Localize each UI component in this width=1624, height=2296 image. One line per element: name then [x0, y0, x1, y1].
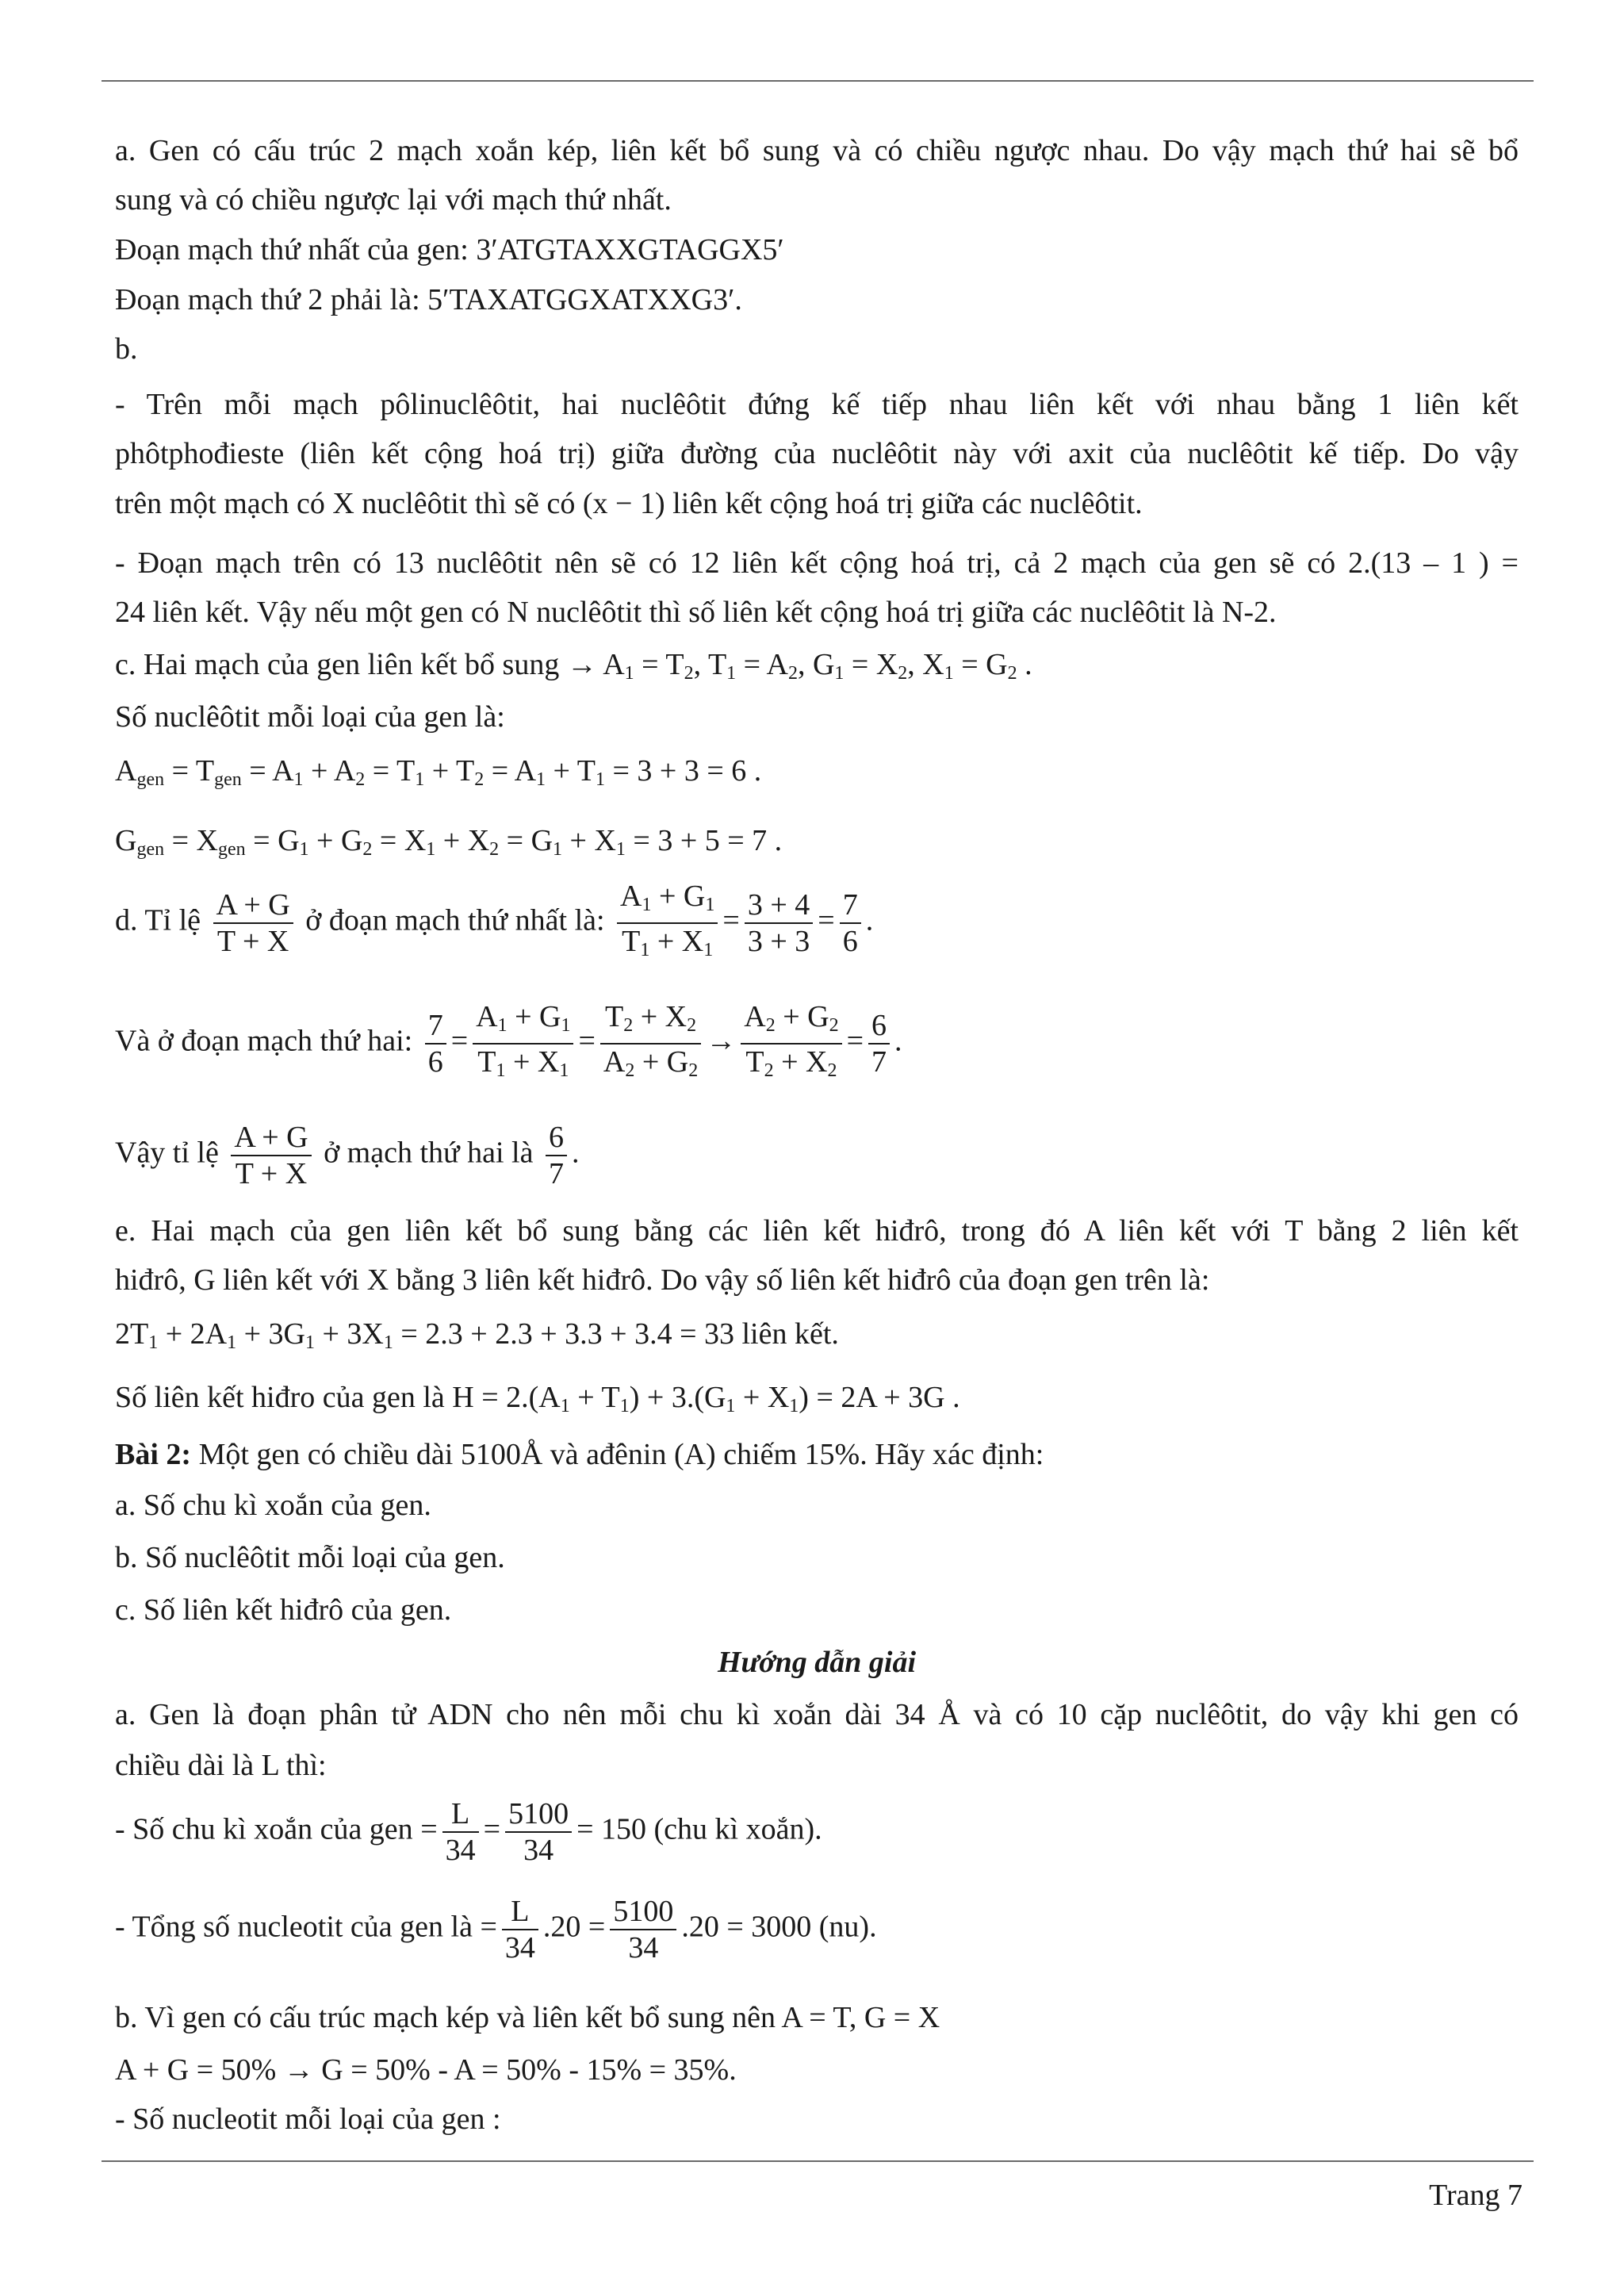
equation: Vậy tỉ lệ $\frac{A + G}{T + X}$ ở mạch thứ hai là $\frac{6}{7}$ .	[115, 1121, 580, 1190]
text-line: Đoạn mạch thứ nhất của gen: 3′ATGTAXXGTAGGX5′	[115, 233, 784, 266]
section-title: Hướng dẫn giải	[717, 1646, 917, 1679]
equation: $G_{gen} = X_{gen} = G_1 + G_2 = X_1 + X_2 = G_1 + X_1 = 3 + 5 = 7$ .	[115, 824, 783, 860]
text-line: e. Hai mạch của gen liên kết bổ sung bằng các liên kết hiđrô, trong đó A liên kết với T bằng 2 liên kết	[115, 1214, 1519, 1248]
equation: $2T_1 + 2A_1 + 3G_1 + 3X_1 = 2.3 + 2.3 + 3.3 + 3.4 = 33$ liên kết.	[115, 1317, 839, 1353]
equation: d. Tỉ lệ $\frac{A + G}{T + X}$ ở đoạn mạch thứ nhất là: $\frac{A_1 + G_1}{T_1 + X_1}$ = $\frac{3 + 4}{3 + 3}$ = $\frac{7}{6}$ .	[115, 880, 874, 960]
text-line: - Trên mỗi mạch pôlinuclêôtit, hai nuclêôtit đứng kế tiếp nhau liên kết với nhau bằng 1 liên kết	[115, 388, 1519, 421]
text-line: a. Gen có cấu trúc 2 mạch xoắn kép, liên kết bổ sung và có chiều ngược nhau. Do vậy mạch thứ hai sẽ bổ	[115, 134, 1519, 167]
text-line: b.	[115, 332, 138, 366]
text-line: phôtphođieste (liên kết cộng hoá trị) giữa đường của nuclêôtit này với axit của nuclêôtit kế tiếp. Do vậy	[115, 437, 1519, 470]
text-line: - Số nucleotit mỗi loại của gen :	[115, 2102, 501, 2136]
list-item: c. Số liên kết hiđrô của gen.	[115, 1593, 452, 1627]
text-line: 24 liên kết. Vậy nếu một gen có N nuclêôtit thì số liên kết cộng hoá trị giữa các nuclêôtit là N-2.	[115, 596, 1277, 629]
equation: $A_{gen} = T_{gen} = A_1 + A_2 = T_1 + T_2 = A_1 + T_1 = 3 + 3 = 6$ .	[115, 754, 762, 790]
equation: - Số chu kì xoắn của gen = $\frac{L}{34}$ = $\frac{5100}{34}$ = 150 (chu kì xoắn).	[115, 1797, 822, 1867]
page-number: Trang 7	[1429, 2179, 1522, 2212]
text-line: Số nuclêôtit mỗi loại của gen là:	[115, 700, 505, 734]
footer-rule	[102, 2160, 1534, 2162]
header-rule	[102, 80, 1534, 82]
text-line: A + G = 50% → G = 50% - A = 50% - 15% = 35%.	[115, 2053, 737, 2087]
text-line: Đoạn mạch thứ 2 phải là: 5′TAXATGGXATXXG3′.	[115, 283, 742, 316]
equation: - Tổng số nucleotit của gen là = $\frac{L}{34}$ .20 = $\frac{5100}{34}$ .20 = 3000 (nu).	[115, 1895, 877, 1964]
list-item: b. Số nuclêôtit mỗi loại của gen.	[115, 1541, 505, 1574]
exercise-heading: Bài 2: Một gen có chiều dài 5100Å và ađênin (A) chiếm 15%. Hãy xác định:	[115, 1438, 1044, 1471]
equation: Và ở đoạn mạch thứ hai: $\frac{7}{6}$ = $\frac{A_1 + G_1}{T_1 + X_1}$ = $\frac{T_2 + X_2}{A_2 + G_2}$ → $\frac{A_2 + G_2}{T_2 + X_2}$ = $\frac{6}{7}$ .	[115, 1000, 902, 1081]
text-line: c. Hai mạch của gen liên kết bổ sung → $A_1 = T_2$, $T_1 = A_2$, $G_1 = X_2$, $X_1 = G_2$ .	[115, 648, 1032, 684]
equation: Số liên kết hiđro của gen là $H = 2.(A_1 + T_1) + 3.(G_1 + X_1) = 2A + 3G$ .	[115, 1381, 960, 1416]
text-line: - Đoạn mạch trên có 13 nuclêôtit nên sẽ có 12 liên kết cộng hoá trị, cả 2 mạch của gen sẽ có 2.(13 – 1 ) =	[115, 546, 1519, 580]
text-line: b. Vì gen có cấu trúc mạch kép và liên kết bổ sung nên A = T, G = X	[115, 2001, 940, 2034]
text-line: sung và có chiều ngược lại với mạch thứ nhất.	[115, 183, 672, 217]
text-line: chiều dài là L thì:	[115, 1749, 327, 1782]
text-line: hiđrô, G liên kết với X bằng 3 liên kết hiđrô. Do vậy số liên kết hiđrô của đoạn gen trên là:	[115, 1263, 1210, 1297]
text-line: a. Gen là đoạn phân tử ADN cho nên mỗi chu kì xoắn dài 34 Å và có 10 cặp nuclêôtit, do vậy khi gen có	[115, 1698, 1519, 1731]
text-line: trên một mạch có X nuclêôtit thì sẽ có (x − 1) liên kết cộng hoá trị giữa các nuclêôtit.	[115, 487, 1143, 520]
list-item: a. Số chu kì xoắn của gen.	[115, 1489, 431, 1522]
